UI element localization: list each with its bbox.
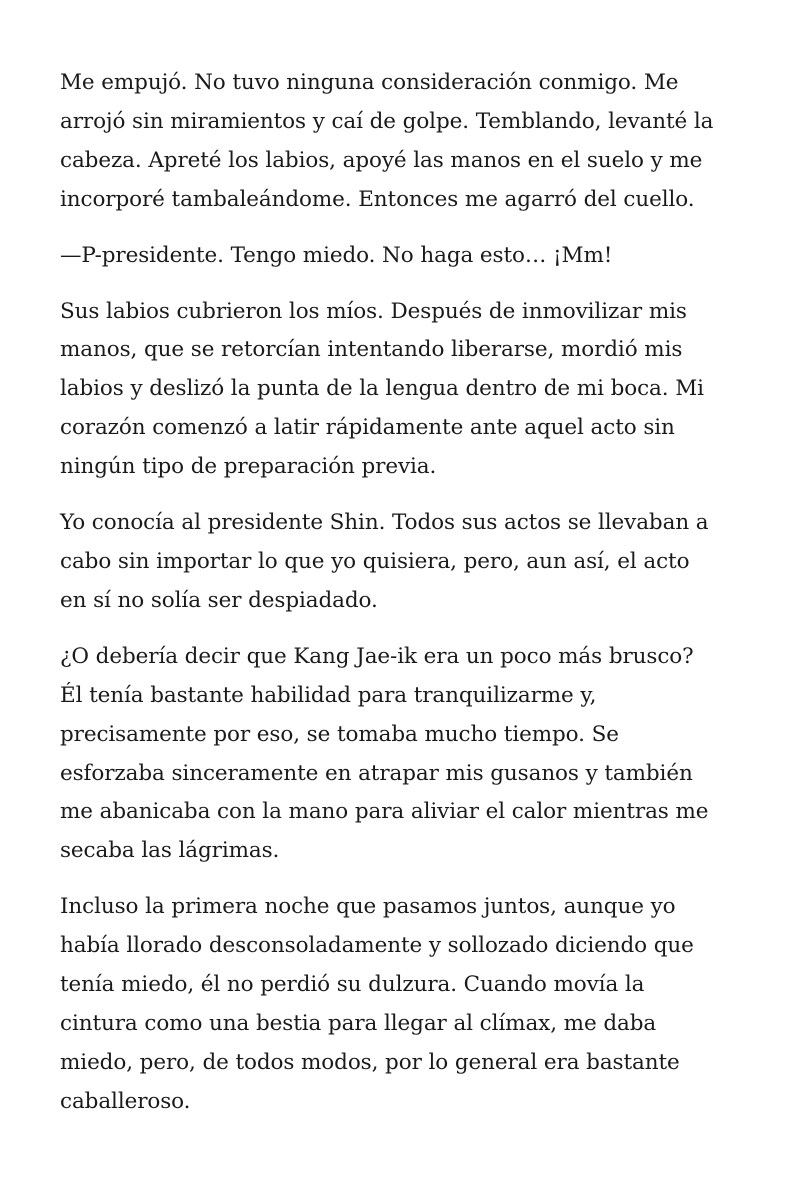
text-line: cabo sin importar lo que yo quisiera, pero, aun así, el acto bbox=[60, 548, 690, 574]
text-line: precisamente por eso, se tomaba mucho tiempo. Se bbox=[60, 721, 619, 747]
text-line: tenía miedo, él no perdió su dulzura. Cuando movía la bbox=[60, 972, 645, 998]
text-line: secaba las lágrimas. bbox=[60, 838, 280, 864]
text-line: esforzaba sinceramente en atrapar mis gusanos y también bbox=[60, 760, 693, 786]
dialogue-paragraph bbox=[60, 237, 750, 276]
text-line: manos, que se retorcían intentando liberarse, mordió mis bbox=[60, 337, 683, 363]
text-line: había llorado desconsoladamente y sollozado diciendo que bbox=[60, 933, 694, 959]
text-line: Yo conocía al presidente Shin. Todos sus actos se llevaban a bbox=[60, 510, 709, 536]
text-line: ¿O debería decir que Kang Jae-ik era un poco más brusco? bbox=[60, 643, 694, 669]
text-line: cabeza. Apreté los labios, apoyé las manos en el suelo y me bbox=[60, 147, 703, 173]
paragraph bbox=[60, 888, 750, 1121]
text-line: arrojó sin miramientos y caí de golpe. Temblando, levanté la bbox=[60, 108, 714, 134]
text-line: incorporé tambaleándome. Entonces me agarró del cuello. bbox=[60, 186, 695, 212]
text-line: cintura como una bestia para llegar al clímax, me daba bbox=[60, 1010, 657, 1036]
text-line: caballeroso. bbox=[60, 1088, 191, 1114]
paragraph bbox=[60, 504, 750, 621]
text-line: corazón comenzó a latir rápidamente ante aquel acto sin bbox=[60, 415, 675, 441]
text-line: miedo, pero, de todos modos, por lo general era bastante bbox=[60, 1049, 680, 1075]
paragraph bbox=[60, 293, 750, 488]
text-line: —P-presidente. Tengo miedo. No haga esto… ¡Mm! bbox=[60, 242, 613, 268]
text-line: me abanicaba con la mano para aliviar el calor mientras me bbox=[60, 799, 709, 825]
text-line: en sí no solía ser despiadado. bbox=[60, 587, 378, 613]
paragraph bbox=[60, 638, 750, 871]
text-line: Incluso la primera noche que pasamos juntos, aunque yo bbox=[60, 894, 676, 920]
document-page bbox=[60, 64, 750, 1139]
text-line: ningún tipo de preparación previa. bbox=[60, 454, 437, 480]
text-line: Sus labios cubrieron los míos. Después de inmovilizar mis bbox=[60, 298, 687, 324]
text-line: Él tenía bastante habilidad para tranquilizarme y, bbox=[60, 682, 597, 708]
text-line: labios y deslizó la punta de la lengua dentro de mi boca. Mi bbox=[60, 376, 704, 402]
paragraph bbox=[60, 64, 750, 220]
text-line: Me empujó. No tuvo ninguna consideración conmigo. Me bbox=[60, 70, 679, 95]
